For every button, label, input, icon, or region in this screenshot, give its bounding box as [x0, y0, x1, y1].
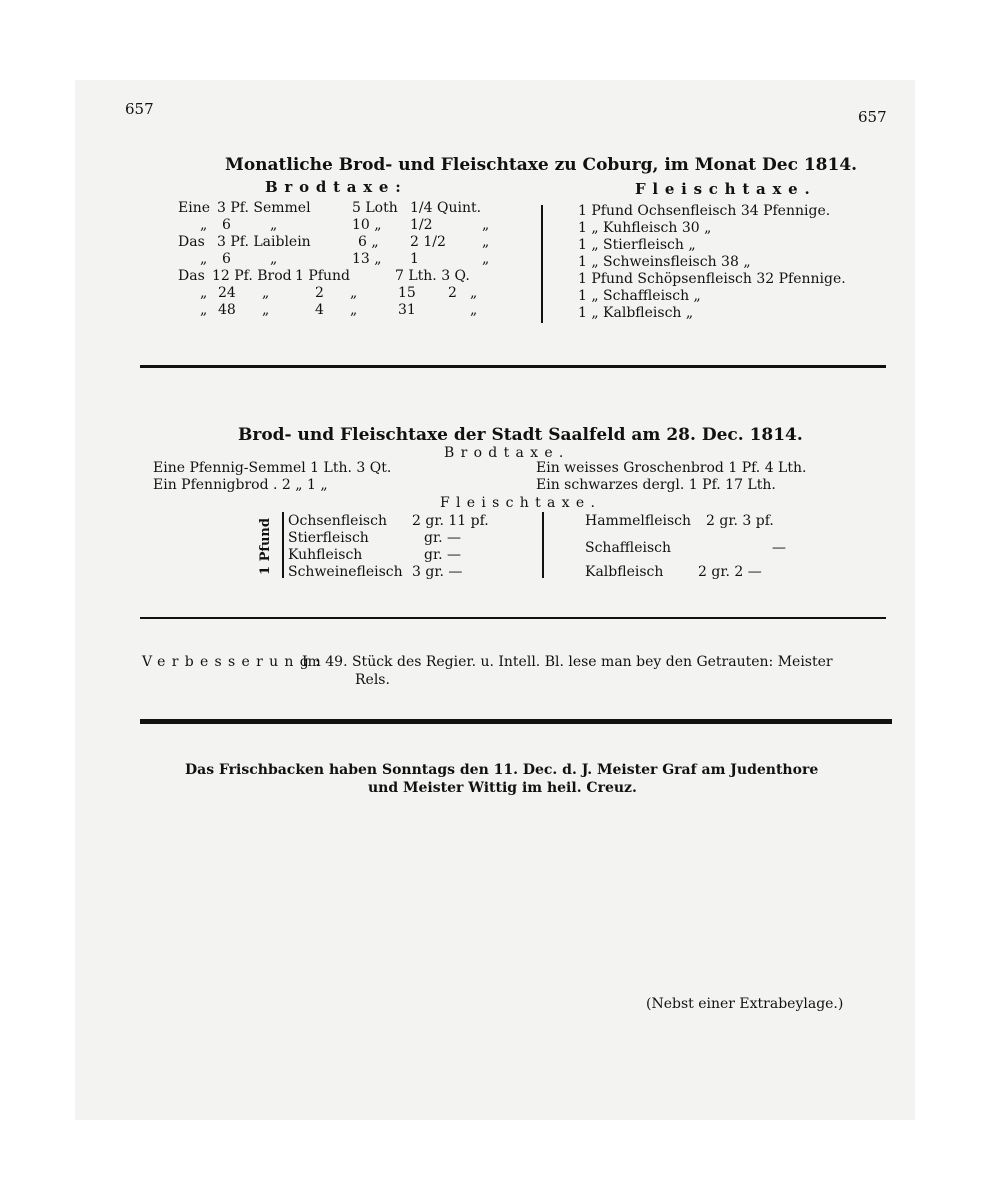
section-divider-2 — [140, 617, 886, 619]
coburg-title: Monatliche Brod- und Fleischtaxe zu Coburg, im Monat Dec 1814. — [225, 155, 858, 175]
saalfeld-fleisch-heading: Fleischtaxe. — [440, 495, 602, 511]
brod-cell: 5 Loth — [352, 200, 398, 216]
brod-cell: 6 „ — [358, 234, 379, 250]
saalfeld-brod-left-row: Ein Pfennigbrod . 2 „ 1 „ — [153, 477, 328, 493]
brod-cell: 1 Pfund — [295, 268, 350, 284]
brod-cell: 1 — [410, 251, 419, 267]
pfund-vertical-label: 1 Pfund — [258, 518, 273, 575]
brod-cell: Das — [178, 268, 205, 284]
brod-cell: Das — [178, 234, 205, 250]
pfund-bracket — [282, 512, 284, 578]
brod-cell: „ — [200, 302, 208, 318]
brod-cell: 3 Pf. Semmel — [217, 200, 311, 216]
saalfeld-brod-right-row: Ein schwarzes dergl. 1 Pf. 17 Lth. — [536, 477, 776, 493]
brod-cell: 7 Lth. 3 Q. — [395, 268, 470, 284]
brod-cell: „ — [350, 302, 358, 318]
brod-cell: „ — [350, 285, 358, 301]
saalfeld-brod-heading: Brodtaxe. — [444, 445, 570, 461]
meat-name: Kuhfleisch — [288, 547, 363, 563]
saalfeld-brod-right-row: Ein weisses Groschenbrod 1 Pf. 4 Lth. — [536, 460, 807, 476]
brod-cell: „ — [262, 302, 270, 318]
fleisch-row: 1 „ Schweinsfleisch 38 „ — [578, 254, 751, 270]
saalfeld-brod-left-row: Eine Pfennig-Semmel 1 Lth. 3 Qt. — [153, 460, 392, 476]
brod-cell: 24 — [218, 285, 236, 301]
brod-cell: 12 Pf. Brod — [212, 268, 292, 284]
fleisch-row: 1 Pfund Schöpsenfleisch 32 Pfennige. — [578, 271, 846, 287]
meat-name: Kalbfleisch — [585, 564, 664, 580]
brod-cell: „ — [470, 302, 478, 318]
page-number-right: 657 — [858, 108, 887, 126]
brod-cell: 2 — [448, 285, 457, 301]
brod-cell: 2 — [315, 285, 324, 301]
correction-text-line1: Im 49. Stück des Regier. u. Intell. Bl. lese man bey den Getrauten: Meister — [302, 654, 833, 670]
brod-cell: „ — [270, 217, 278, 233]
brod-cell: 1/4 Quint. — [410, 200, 482, 216]
coburg-brod-heading: Brodtaxe: — [265, 178, 408, 196]
brod-cell: „ — [482, 217, 490, 233]
section-divider-3 — [140, 719, 892, 724]
correction-label: Verbesserung: — [142, 654, 327, 670]
brod-cell: „ — [200, 285, 208, 301]
brod-cell: 4 — [315, 302, 324, 318]
meat-price: gr. — — [424, 530, 462, 546]
saalfeld-title: Brod- und Fleischtaxe der Stadt Saalfeld am 28. Dec. 1814. — [238, 425, 803, 445]
meat-name: Schaffleisch — [585, 540, 672, 556]
meat-name: Schweinefleisch — [288, 564, 403, 580]
notice-line1: Das Frischbacken haben Sonntags den 11. Dec. d. J. Meister Graf am Judenthore — [185, 762, 819, 778]
brod-cell: „ — [200, 251, 208, 267]
brod-cell: 6 — [222, 251, 231, 267]
brod-cell: 13 „ — [352, 251, 382, 267]
brod-cell: 2 1/2 — [410, 234, 446, 250]
meat-price: 2 gr. 2 — — [698, 564, 762, 580]
brod-cell: 48 — [218, 302, 236, 318]
brod-cell: „ — [262, 285, 270, 301]
meat-price: — — [772, 540, 786, 556]
fleisch-row: 1 „ Kuhfleisch 30 „ — [578, 220, 712, 236]
section-divider-1 — [140, 365, 886, 368]
brod-cell: Eine — [178, 200, 210, 216]
saalfeld-column-divider — [542, 512, 544, 578]
brod-cell: 6 — [222, 217, 231, 233]
brod-cell: „ — [270, 251, 278, 267]
meat-price: 3 gr. — — [412, 564, 463, 580]
meat-name: Stierfleisch — [288, 530, 369, 546]
fleisch-row: 1 Pfund Ochsenfleisch 34 Pfennige. — [578, 203, 831, 219]
meat-name: Ochsenfleisch — [288, 513, 387, 529]
brod-cell: 1/2 — [410, 217, 433, 233]
brod-cell: „ — [200, 217, 208, 233]
brod-cell: 15 — [398, 285, 416, 301]
meat-price: 2 gr. 11 pf. — [412, 513, 489, 529]
coburg-fleisch-heading: Fleischtaxe. — [635, 180, 817, 198]
notice-line2: und Meister Wittig im heil. Creuz. — [368, 780, 637, 796]
brod-cell: „ — [482, 234, 490, 250]
brod-cell: „ — [482, 251, 490, 267]
footer-note: (Nebst einer Extrabeylage.) — [646, 996, 844, 1012]
brod-cell: „ — [470, 285, 478, 301]
coburg-column-divider — [541, 205, 543, 323]
fleisch-row: 1 „ Schaffleisch „ — [578, 288, 701, 304]
meat-name: Hammelfleisch — [585, 513, 692, 529]
fleisch-row: 1 „ Stierfleisch „ — [578, 237, 696, 253]
meat-price: gr. — — [424, 547, 462, 563]
page-number-left: 657 — [125, 100, 154, 118]
meat-price: 2 gr. 3 pf. — [706, 513, 774, 529]
brod-cell: 31 — [398, 302, 416, 318]
brod-cell: 10 „ — [352, 217, 382, 233]
fleisch-row: 1 „ Kalbfleisch „ — [578, 305, 694, 321]
correction-text-line2: Rels. — [355, 672, 390, 688]
brod-cell: 3 Pf. Laiblein — [217, 234, 311, 250]
